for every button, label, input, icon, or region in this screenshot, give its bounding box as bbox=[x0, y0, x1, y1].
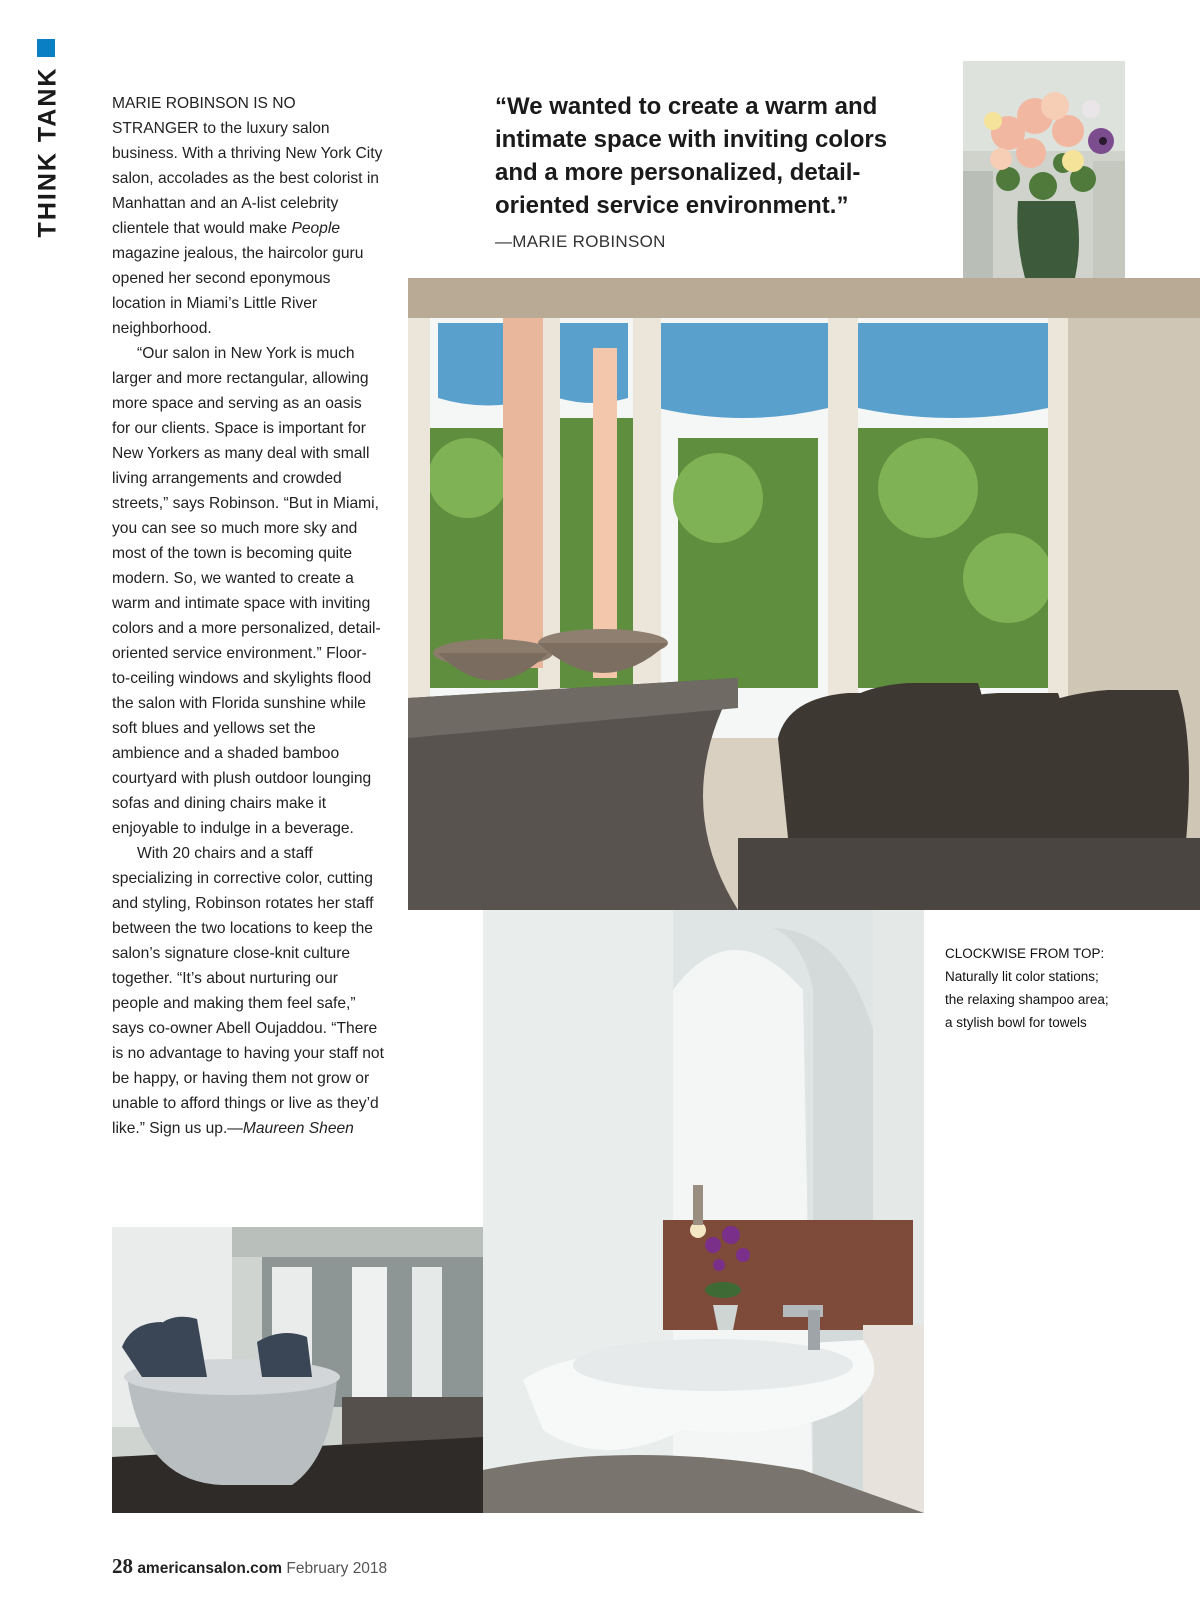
article-lead-in: MARIE ROBINSON IS NO STRANGER bbox=[112, 95, 296, 137]
article-p1-text-a: to the luxury salon business. With a thriving New York City salon, accolades as the best colorist in Manhattan and an A-list celebrity clientele that would make bbox=[112, 120, 383, 237]
color-stations-photo bbox=[408, 278, 1200, 910]
shampoo-area-photo bbox=[483, 910, 924, 1513]
article-paragraph-2: “Our salon in New York is much larger and more rectangular, allowing more space and serving as an oasis for our clients. Space is important for New Yorkers as many deal with small living arrangements and crowded streets,” says Robinson. “But in Miami, you can see so much more sky and most of the town is becoming quite modern. So, we wanted to create a warm and intimate space with inviting colors and a more personalized, detail-oriented service environment.” Floor-to-ceiling windows and skylights flood the salon with Florida sunshine while soft blues and yellows set the ambience and a shaded bamboo courtyard with plush outdoor lounging sofas and dining chairs make it enjoyable to indulge in a beverage. bbox=[112, 345, 381, 837]
author-byline: Maureen Sheen bbox=[242, 1120, 354, 1137]
footer-site: americansalon.com bbox=[137, 1560, 283, 1577]
page-footer bbox=[112, 1554, 387, 1579]
footer-date: February 2018 bbox=[286, 1560, 388, 1577]
article-body bbox=[112, 91, 384, 1141]
flower-vase-photo bbox=[963, 61, 1125, 278]
pull-quote: “We wanted to create a warm and intimate space with inviting colors and a more personalized, detail-oriented service environment.” bbox=[495, 93, 888, 219]
photo-caption: CLOCKWISE FROM TOP: Naturally lit color stations; the relaxing shampoo area; a stylish bowl for towels bbox=[945, 946, 1109, 1030]
page-number: 28 bbox=[112, 1554, 133, 1578]
section-label: THINK TANK bbox=[33, 66, 62, 238]
article-p1-text-b: magazine jealous, the haircolor guru opened her second eponymous location in Miami’s Little River neighborhood. bbox=[112, 245, 364, 337]
article-paragraph-1 bbox=[112, 91, 384, 341]
magazine-name: People bbox=[291, 220, 340, 237]
article-p3-text: With 20 chairs and a staff specializing in corrective color, cutting and styling, Robinson rotates her staff between the two locations to keep the salon’s signature close-knit culture together. “It’s about nurturing our people and making them feel safe,” says co-owner Abell Oujaddou. “There is no advantage to having your staff not be happy, or having them not grow or unable to afford things or live as they’d like.” Sign us up.— bbox=[112, 845, 384, 1137]
section-marker-square bbox=[37, 39, 55, 57]
towel-bowl-photo bbox=[112, 1227, 483, 1513]
pull-quote-attribution: —MARIE ROBINSON bbox=[495, 232, 666, 251]
article-paragraph-3 bbox=[112, 841, 384, 1141]
